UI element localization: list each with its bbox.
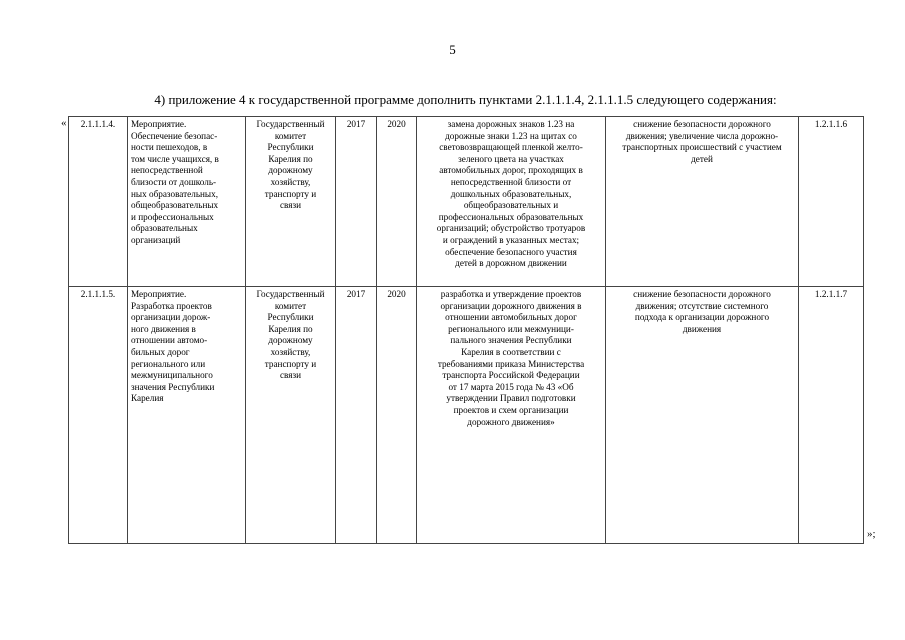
item-consequences: снижение безопасности дорожного движения; увеличение числа дорожно- транспортных происшествий с участием детей [606, 117, 799, 287]
program-table [68, 116, 864, 544]
item-number: 2.1.1.1.4. [69, 117, 128, 287]
item-year-end: 2020 [377, 117, 417, 287]
table-row [69, 117, 864, 287]
item-year-start: 2017 [336, 287, 377, 544]
opening-quote-mark: « [61, 117, 67, 129]
closing-quote-mark: »; [867, 528, 876, 540]
item-name: Мероприятие. Обеспечение безопас- ности пешеходов, в том числе учащихся, в непосредственной близости от дошколь- ных образовательных, общеобразовательных и профессиональных образовательных организаций [128, 117, 246, 287]
item-result: разработка и утверждение проектов организации дорожного движения в отношении автомобильных дорог регионального или межмуници- пального значения Республики Карелия в соответствии с требованиями приказа Министерства транспорта Российской Федерации от 17 марта 2015 года № 43 «Об утверждении Правил подготовки проектов и схем организации дорожного движения» [417, 287, 606, 544]
item-name: Мероприятие. Разработка проектов организации дорож- ного движения в отношении автомо- бильных дорог регионального или межмуниципального значения Республики Карелия [128, 287, 246, 544]
item-result: замена дорожных знаков 1.23 на дорожные знаки 1.23 на щитах со световозвращающей пленкой желто- зеленого цвета на участках автомобильных дорог, проходящих в непосредственной близости от дошкольных образовательных, общеобразовательных и профессиональных образовательных организаций; обустройство тротуаров и ограждений в указанных местах; обеспечение безопасного участия детей в дорожном движении [417, 117, 606, 287]
item-link: 1.2.1.1.6 [799, 117, 864, 287]
item-link: 1.2.1.1.7 [799, 287, 864, 544]
item-number: 2.1.1.1.5. [69, 287, 128, 544]
item-year-start: 2017 [336, 117, 377, 287]
table-row [69, 287, 864, 544]
item-executor: Государственный комитет Республики Карелия по дорожному хозяйству, транспорту и связи [246, 287, 336, 544]
page-number: 5 [449, 42, 456, 57]
item-executor: Государственный комитет Республики Карелия по дорожному хозяйству, транспорту и связи [246, 117, 336, 287]
document-heading: 4) приложение 4 к государственной программе дополнить пунктами 2.1.1.1.4, 2.1.1.1.5 следующего содержания: [154, 92, 777, 107]
item-consequences: снижение безопасности дорожного движения; отсутствие системного подхода к организации дорожного движения [606, 287, 799, 544]
item-year-end: 2020 [377, 287, 417, 544]
